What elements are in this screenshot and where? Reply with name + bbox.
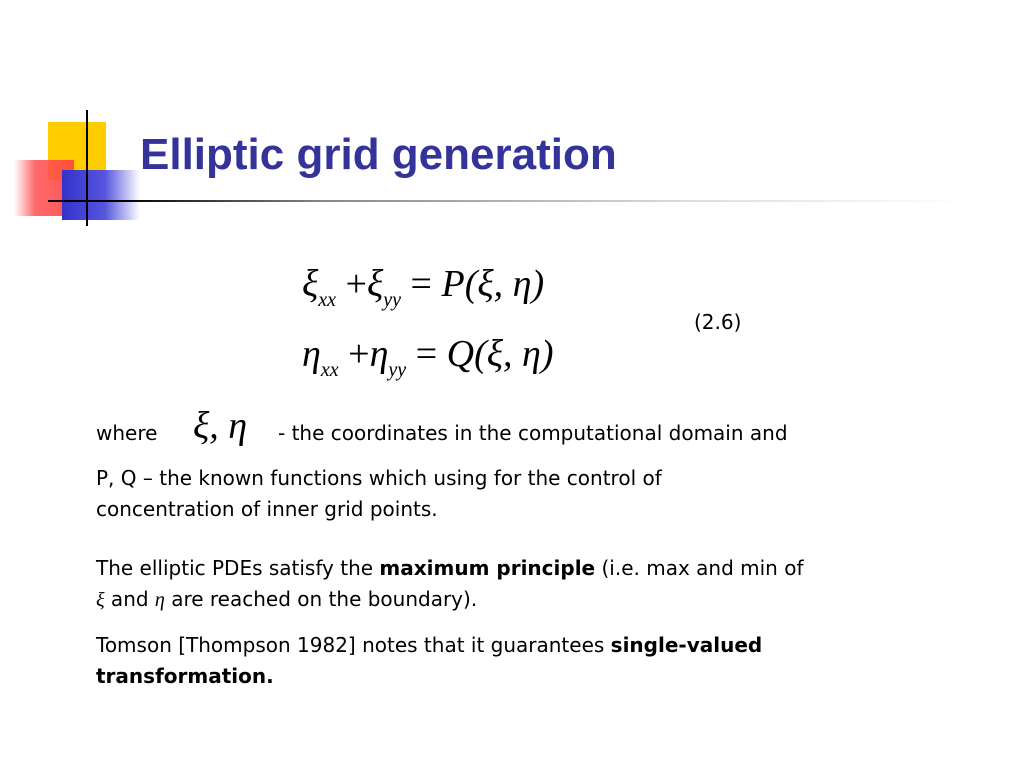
equation-xi: $\xi_{xx} +\xi_{yy} = P(\xi$, η) <box>302 263 545 311</box>
slide-title: Elliptic grid generation <box>140 130 617 179</box>
where-description: - the coordinates in the computational domain and <box>278 421 788 445</box>
where-symbols: ξ, η <box>193 405 248 447</box>
where-label: where <box>96 421 158 445</box>
pq-text-line2: concentration of inner grid points. <box>96 497 438 521</box>
title-underline <box>48 200 968 202</box>
decor-blue-square <box>62 170 140 220</box>
decor-vertical-line <box>86 110 88 226</box>
tomson-text-line2: transformation. <box>96 664 274 688</box>
equation-eta: $\eta_{xx} +\eta_{yy} = Q(\xi$, η) <box>302 333 554 381</box>
tomson-text-line1: Tomson [Thompson 1982] notes that it guarantees single-valued <box>96 633 763 657</box>
elliptic-text-line2: ξ and η are reached on the boundary). <box>96 587 478 611</box>
equation-number: (2.6) <box>694 310 742 334</box>
elliptic-text-line1: The elliptic PDEs satisfy the maximum principle (i.e. max and min of <box>96 556 804 580</box>
pq-text-line1: P, Q – the known functions which using for the control of <box>96 466 662 490</box>
